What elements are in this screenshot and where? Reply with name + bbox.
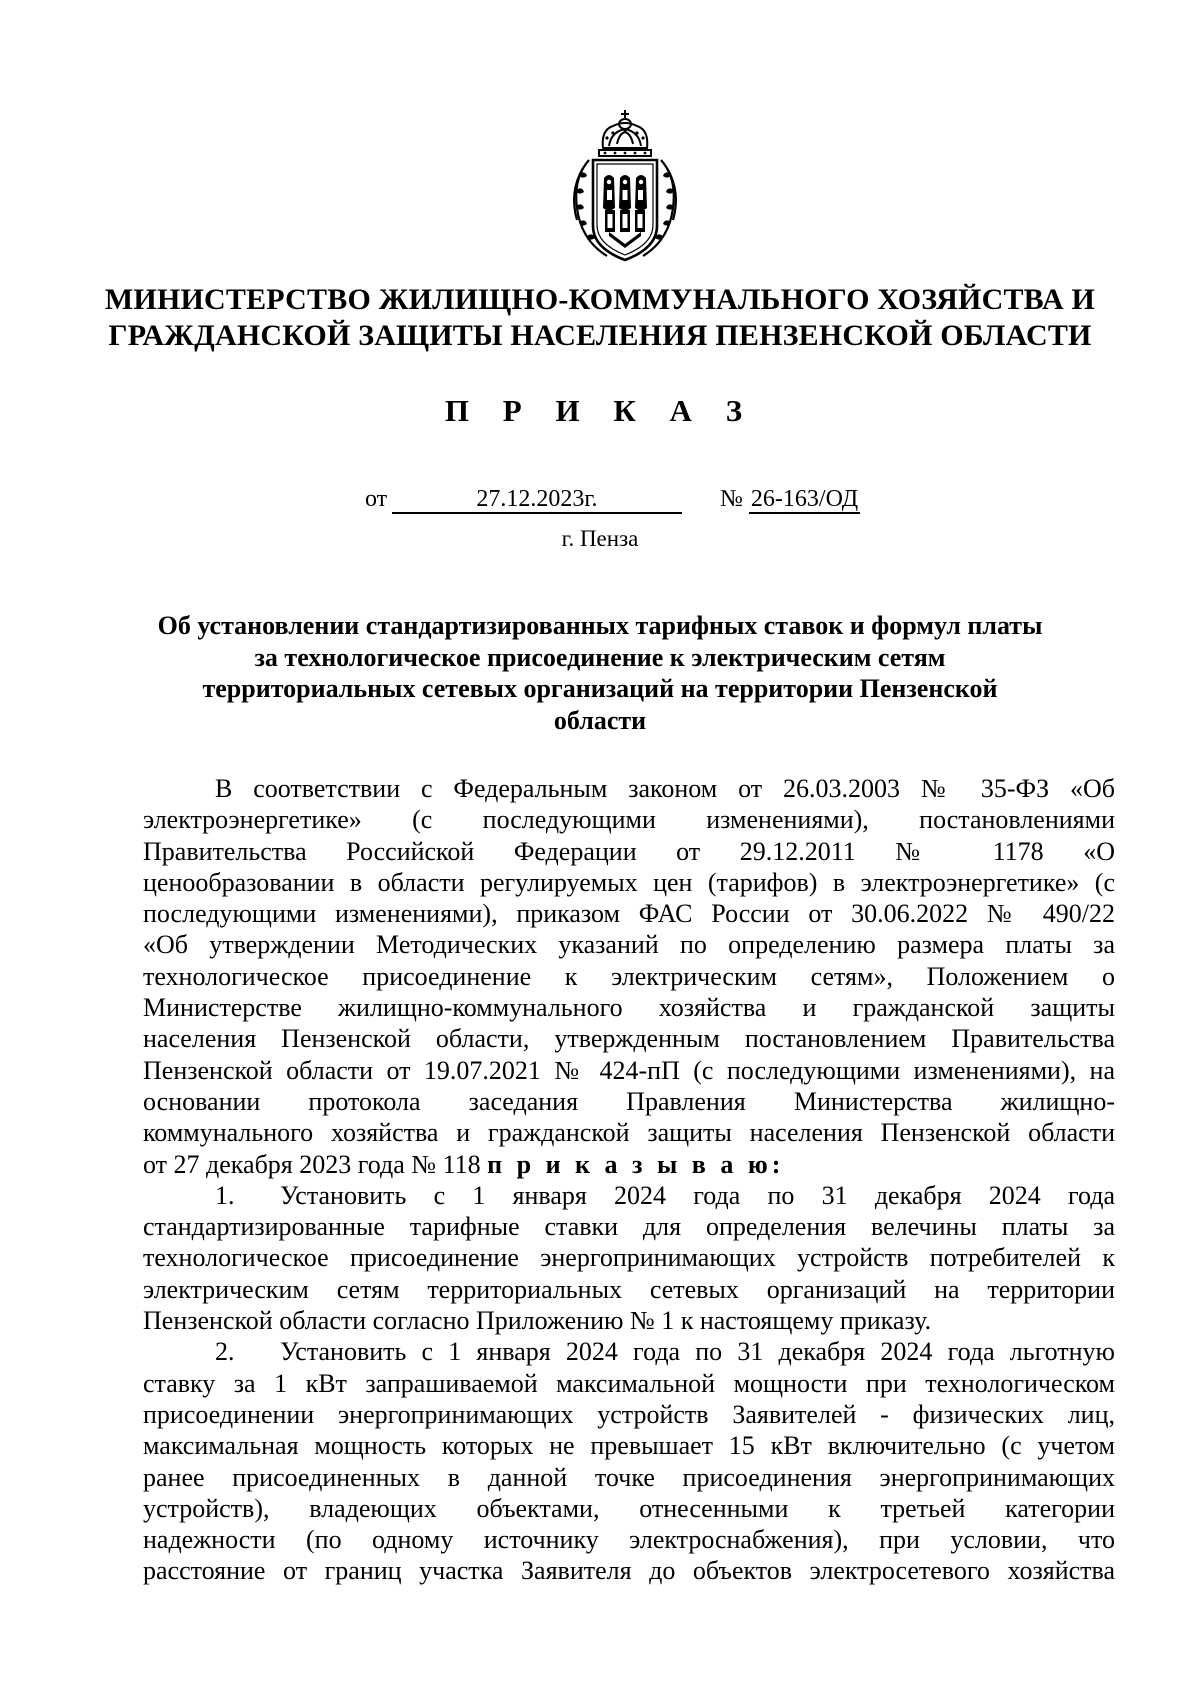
ministry-line-1: МИНИСТЕРСТВО ЖИЛИЩНО-КОММУНАЛЬНОГО ХОЗЯЙСТВА И bbox=[104, 283, 1096, 316]
date-prefix: от bbox=[365, 486, 388, 512]
ministry-name bbox=[100, 282, 1100, 354]
body-line: Установить с 1 января 2024 года по 31 декабря 2024 года bbox=[280, 1180, 1115, 1210]
body-line: основании протокола заседания Правления Министерства жилищно- bbox=[143, 1086, 1115, 1116]
city-label: г. Пенза bbox=[561, 526, 639, 551]
body-line: В соответствии с Федеральным законом от 26.03.2003 № 35-ФЗ «Об bbox=[215, 774, 1115, 803]
document-number: 26-163/ОД bbox=[750, 486, 859, 512]
body-line: надежности (по одному источнику электроснабжения), при условии, что bbox=[143, 1525, 1115, 1555]
body-line: «Об утверждении Методических указаний по определению размера платы за bbox=[143, 930, 1115, 960]
body-line: коммунального хозяйства и гражданской защиты населения Пензенской области bbox=[143, 1118, 1115, 1148]
body-line: Пензенской области согласно Приложению № 1 к настоящему приказу. bbox=[143, 1306, 932, 1336]
item-2-first-line bbox=[143, 1336, 1115, 1367]
item-1-number: 1. bbox=[215, 1180, 235, 1210]
ministry-line-2: ГРАЖДАНСКОЙ ЗАЩИТЫ НАСЕЛЕНИЯ ПЕНЗЕНСКОЙ ОБЛАСТИ bbox=[108, 319, 1092, 352]
body-line: стандартизированные тарифные ставки для определения велечины платы за bbox=[143, 1212, 1115, 1242]
subject-line-4: области bbox=[553, 705, 647, 735]
body-line: последующими изменениями), приказом ФАС России от 30.06.2022 № 490/22 bbox=[143, 899, 1115, 929]
protocol-reference: от 27 декабря 2023 года № 118 bbox=[143, 1149, 481, 1179]
order-word: п р и к а з ы в а ю: bbox=[487, 1149, 785, 1179]
document-type-title: П Р И К А З bbox=[444, 393, 756, 428]
body-line: Установить с 1 января 2024 года по 31 декабря 2024 года льготную bbox=[280, 1337, 1115, 1367]
body-line: присоединении энергопринимающих устройств Заявителей - физических лиц, bbox=[143, 1399, 1115, 1429]
body-line-last bbox=[143, 1149, 1115, 1180]
body-line: ценообразовании в области регулируемых цен (тарифов) в электроэнергетике» (с bbox=[143, 867, 1115, 897]
body-line: технологическое присоединение энергопринимающих устройств потребителей к bbox=[143, 1243, 1115, 1273]
body-line: электрическим сетям территориальных сетевых организаций на территории bbox=[143, 1274, 1115, 1304]
body-line: ставку за 1 кВт запрашиваемой максимальной мощности при технологическом bbox=[143, 1368, 1115, 1398]
document-subject bbox=[130, 610, 1070, 736]
body-line: максимальная мощность которых не превышает 15 кВт включительно (с учетом bbox=[143, 1431, 1115, 1461]
document-date: 27.12.2023г. bbox=[392, 484, 682, 514]
body-line: ранее присоединенных в данной точке присоединения энергопринимающих bbox=[143, 1462, 1115, 1492]
body-line: Министерстве жилищно-коммунального хозяйства и гражданской защиты bbox=[143, 993, 1115, 1023]
body-line: технологическое присоединение к электрическим сетям», Положением о bbox=[143, 961, 1115, 991]
body-line: Пензенской области от 19.07.2021 № 424-пП (с последующими изменениями), на bbox=[143, 1055, 1115, 1085]
item-1-first-line bbox=[143, 1180, 1115, 1211]
subject-line-2: за технологическое присоединение к электрическим сетям bbox=[254, 642, 946, 672]
body-line: расстояние от границ участка Заявителя до объектов электросетевого хозяйства bbox=[143, 1556, 1115, 1586]
coat-of-arms-icon bbox=[567, 108, 683, 264]
body-line: Правительства Российской Федерации от 29.12.2011 № 1178 «О bbox=[143, 836, 1115, 866]
document-body bbox=[143, 773, 1115, 1587]
body-line: населения Пензенской области, утвержденным постановлением Правительства bbox=[143, 1024, 1115, 1054]
subject-line-3: территориальных сетевых организаций на территории Пензенской bbox=[202, 674, 998, 703]
body-line: электроэнергетике» (с последующими изменениями), постановлениями bbox=[143, 805, 1115, 835]
body-line: устройств), владеющих объектами, отнесенными к третьей категории bbox=[143, 1493, 1115, 1523]
item-2-number: 2. bbox=[215, 1337, 235, 1367]
subject-line-1: Об установлении стандартизированных тарифных ставок и формул платы bbox=[157, 611, 1043, 640]
number-prefix: № bbox=[720, 486, 743, 512]
